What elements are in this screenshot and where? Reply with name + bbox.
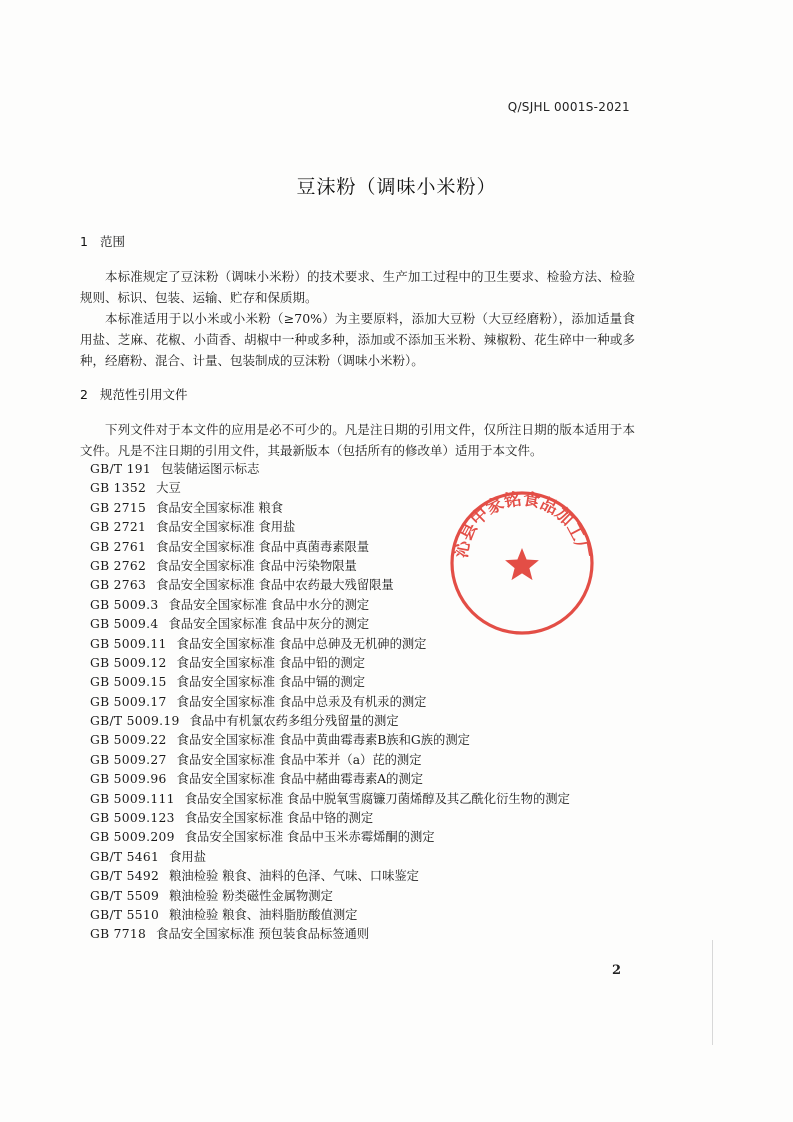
reference-item (90, 906, 570, 925)
reference-code: GB 5009.17 (90, 694, 167, 709)
section-1-number: 1 (80, 234, 88, 249)
reference-code: GB/T 5009.19 (90, 714, 180, 729)
reference-title: 食品安全国家标准 预包装食品标签通则 (156, 927, 370, 942)
reference-item (90, 693, 570, 712)
seal-star-icon (505, 548, 539, 580)
reference-code: GB 2715 (90, 500, 147, 515)
reference-title: 食品安全国家标准 食品中苯并（a）芘的测定 (176, 752, 422, 767)
reference-item (90, 712, 570, 731)
reference-item (90, 770, 570, 789)
reference-code: GB/T 5461 (90, 849, 160, 864)
company-seal (449, 490, 595, 636)
reference-title: 粮油检验 粉类磁性金属物测定 (169, 888, 333, 903)
reference-code: GB 5009.12 (90, 655, 167, 670)
reference-title: 食品安全国家标准 食品中黄曲霉毒素B族和G族的测定 (176, 733, 470, 748)
reference-code: GB 2763 (90, 578, 147, 593)
reference-item (90, 867, 570, 886)
reference-title: 食品安全国家标准 食品中铅的测定 (176, 655, 365, 670)
reference-title: 食品安全国家标准 食品中污染物限量 (156, 558, 357, 573)
reference-title: 食品安全国家标准 食品中灰分的测定 (168, 617, 370, 632)
reference-code: GB/T 5509 (90, 888, 160, 903)
reference-code: GB/T 5510 (90, 907, 160, 922)
reference-title: 食品安全国家标准 食品中赭曲霉毒素A的测定 (176, 772, 424, 787)
reference-code: GB 5009.111 (90, 791, 175, 806)
reference-code: GB 5009.22 (90, 733, 167, 748)
section-2-heading (80, 385, 188, 403)
reference-item (90, 673, 570, 692)
reference-item (90, 887, 570, 906)
reference-code: GB/T 191 (90, 462, 151, 476)
reference-item (90, 460, 570, 479)
section-1-title: 范围 (100, 234, 126, 249)
reference-item (90, 809, 570, 828)
reference-title: 食品安全国家标准 食品中玉米赤霉烯酮的测定 (184, 830, 435, 845)
reference-code: GB 2761 (90, 539, 147, 554)
reference-item (90, 751, 570, 770)
reference-code: GB 5009.11 (90, 636, 167, 651)
reference-title: 包装储运图示标志 (160, 462, 260, 476)
reference-title: 食品中有机氯农药多组分残留量的测定 (189, 714, 399, 729)
reference-code: GB/T 5492 (90, 869, 160, 884)
reference-item (90, 635, 570, 654)
reference-code: GB 7718 (90, 927, 147, 942)
reference-code: GB 5009.96 (90, 772, 167, 787)
reference-title: 粮油检验 粮食、油料的色泽、气味、口味鉴定 (169, 869, 419, 884)
reference-item (90, 925, 570, 944)
reference-item (90, 828, 570, 847)
reference-title: 食品安全国家标准 粮食 (156, 500, 284, 515)
reference-code: GB 5009.15 (90, 675, 167, 690)
reference-title: 食品安全国家标准 食品中水分的测定 (168, 597, 370, 612)
reference-item (90, 654, 570, 673)
reference-code: GB 5009.209 (90, 830, 175, 845)
reference-code: GB 5009.123 (90, 811, 175, 826)
reference-title: 食品安全国家标准 食品中铬的测定 (184, 811, 374, 826)
reference-title: 大豆 (156, 481, 181, 496)
section-2-title: 规范性引用文件 (100, 387, 188, 402)
document-code: Q/SJHL 0001S-2021 (507, 100, 630, 114)
page-number: 2 (612, 963, 622, 978)
seal-text: 沁县中家铭食品加工厂 (451, 490, 593, 560)
reference-code: GB 1352 (90, 481, 147, 496)
reference-code: GB 2762 (90, 558, 147, 573)
reference-title: 食品安全国家标准 食品中农药最大残留限量 (156, 578, 394, 593)
section-2-number: 2 (80, 387, 88, 402)
reference-title: 食品安全国家标准 食用盐 (156, 520, 296, 535)
section-1-paragraph-1: 本标准规定了豆沫粉（调味小米粉）的技术要求、生产加工过程中的卫生要求、检验方法、检验规则、标识、包装、运输、贮存和保质期。 (80, 269, 635, 305)
section-2-intro: 下列文件对于本文件的应用是必不可少的。凡是注日期的引用文件，仅所注日期的版本适用于本文件。凡是不注日期的引用文件，其最新版本（包括所有的修改单）适用于本文件。 (80, 422, 635, 458)
reference-title: 食品安全国家标准 食品中镉的测定 (176, 675, 365, 690)
reference-code: GB 5009.4 (90, 617, 159, 632)
document-title: 豆沫粉（调味小米粉） (296, 176, 497, 198)
section-1-paragraph-2: 本标准适用于以小米或小米粉（≥70%）为主要原料，添加大豆粉（大豆经磨粉），添加适量食用盐、芝麻、花椒、小茴香、胡椒中一种或多种，添加或不添加玉米粉、辣椒粉、花生碎中一种或多种，经磨粉、混合、计量、包装制成的豆沫粉（调味小米粉）。 (80, 311, 635, 368)
reference-item (90, 790, 570, 809)
section-1-heading (80, 232, 125, 250)
reference-title: 食用盐 (169, 849, 207, 864)
reference-item (90, 731, 570, 750)
reference-title: 食品安全国家标准 食品中总汞及有机汞的测定 (176, 694, 427, 709)
reference-code: GB 2721 (90, 520, 147, 535)
reference-item (90, 848, 570, 867)
reference-title: 食品安全国家标准 食品中真菌毒素限量 (156, 539, 370, 554)
scan-edge-line (712, 940, 713, 1045)
reference-title: 食品安全国家标准 食品中总砷及无机砷的测定 (176, 636, 427, 651)
reference-title: 食品安全国家标准 食品中脱氧雪腐镰刀菌烯醇及其乙酰化衍生物的测定 (184, 791, 570, 806)
reference-code: GB 5009.27 (90, 752, 167, 767)
reference-code: GB 5009.3 (90, 597, 159, 612)
reference-title: 粮油检验 粮食、油料脂肪酸值测定 (169, 907, 358, 922)
